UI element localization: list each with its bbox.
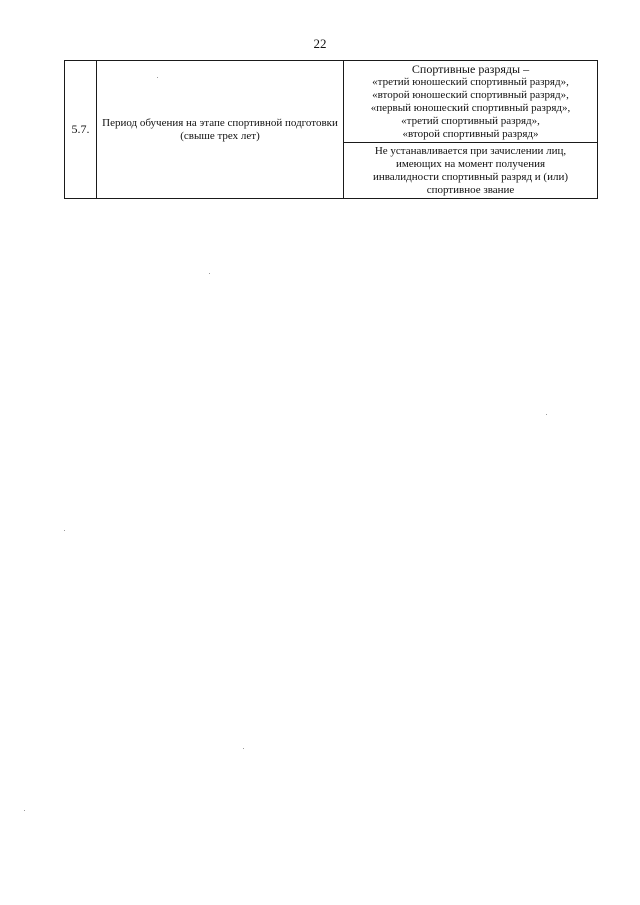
scan-speck bbox=[24, 810, 25, 811]
rank-item: «третий спортивный разряд», bbox=[401, 115, 540, 127]
row-number: 5.7. bbox=[71, 122, 90, 136]
rank-item: «второй юношеский спортивный разряд», bbox=[372, 89, 569, 101]
note-block bbox=[344, 143, 597, 198]
rank-item: «второй спортивный разряд» bbox=[402, 128, 539, 140]
note-line: инвалидности спортивный разряд и (или) bbox=[372, 171, 569, 183]
scan-speck bbox=[157, 77, 158, 78]
note-line: спортивное звание bbox=[426, 184, 515, 196]
rank-item: «третий юношеский спортивный разряд», bbox=[372, 76, 569, 88]
requirements-table bbox=[64, 60, 598, 199]
parameter-cell bbox=[97, 61, 344, 199]
value-cell bbox=[344, 61, 598, 199]
scan-speck bbox=[209, 273, 210, 274]
ranks-heading: Спортивные разряды – bbox=[411, 62, 530, 76]
sport-ranks-block bbox=[344, 61, 597, 143]
rank-item: «первый юношеский спортивный разряд», bbox=[370, 102, 571, 114]
parameter-text: Период обучения на этапе спортивной подготовки (свыше трех лет) bbox=[102, 116, 338, 142]
scan-speck bbox=[64, 530, 65, 531]
table-row bbox=[65, 61, 598, 199]
note-line: Не устанавливается при зачислении лиц, bbox=[374, 145, 567, 157]
scan-speck bbox=[546, 414, 547, 415]
note-line: имеющих на момент получения bbox=[395, 158, 546, 170]
row-number-cell bbox=[65, 61, 97, 199]
page-number: 22 bbox=[313, 36, 327, 51]
scan-speck bbox=[243, 748, 244, 749]
